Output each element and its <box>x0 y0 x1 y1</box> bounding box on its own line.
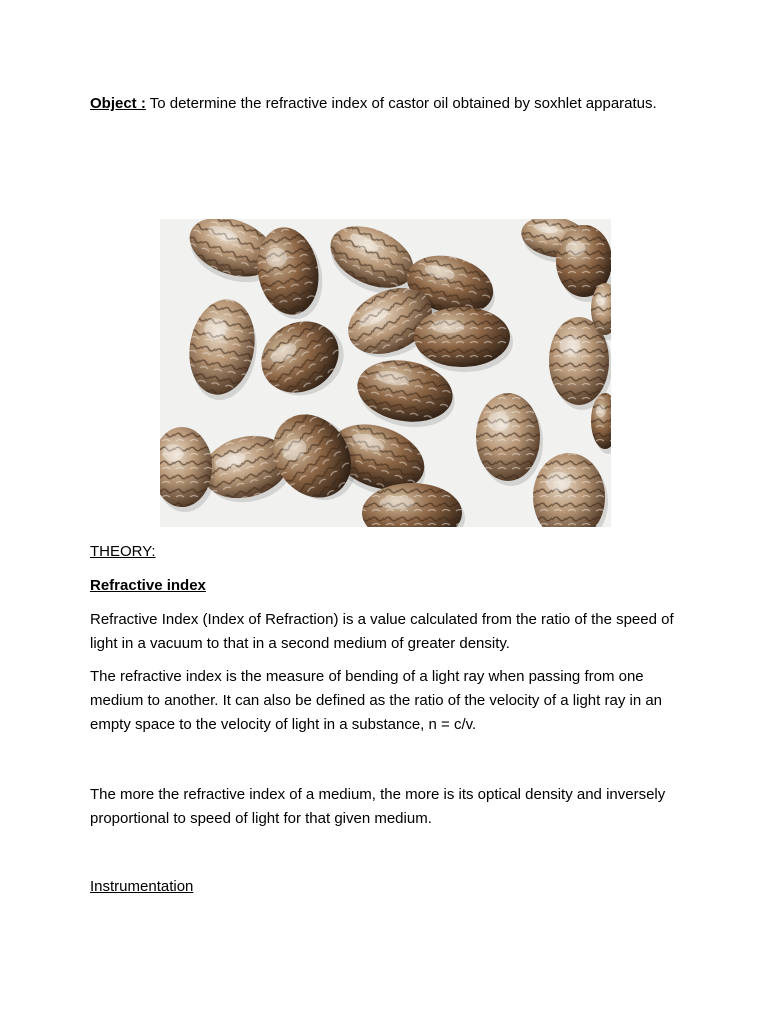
paragraph-bending: The refractive index is the measure of bending of a light ray when passing from one medium to another. It can also be defined as the ratio of the velocity of a light ray in an empty space to the velocity of light in a substance, n = c/v. <box>90 668 663 733</box>
object-text: To determine the refractive index of castor oil obtained by soxhlet apparatus. <box>145 95 657 112</box>
refractive-index-heading: Refractive index <box>90 577 206 594</box>
paragraph-optical-density: The more the refractive index of a medium, the more is its optical density and inversely proportional to speed of light for that given medium. <box>90 786 666 827</box>
paragraph-definition: Refractive Index (Index of Refraction) is a value calculated from the ratio of the speed of light in a vacuum to that in a second medium of greater density. <box>90 611 674 652</box>
castor-seeds-image <box>160 219 611 527</box>
object-statement <box>90 92 680 116</box>
object-label: Object : <box>90 95 146 112</box>
theory-heading: THEORY: <box>90 543 156 560</box>
instrumentation-heading: Instrumentation <box>90 878 194 895</box>
